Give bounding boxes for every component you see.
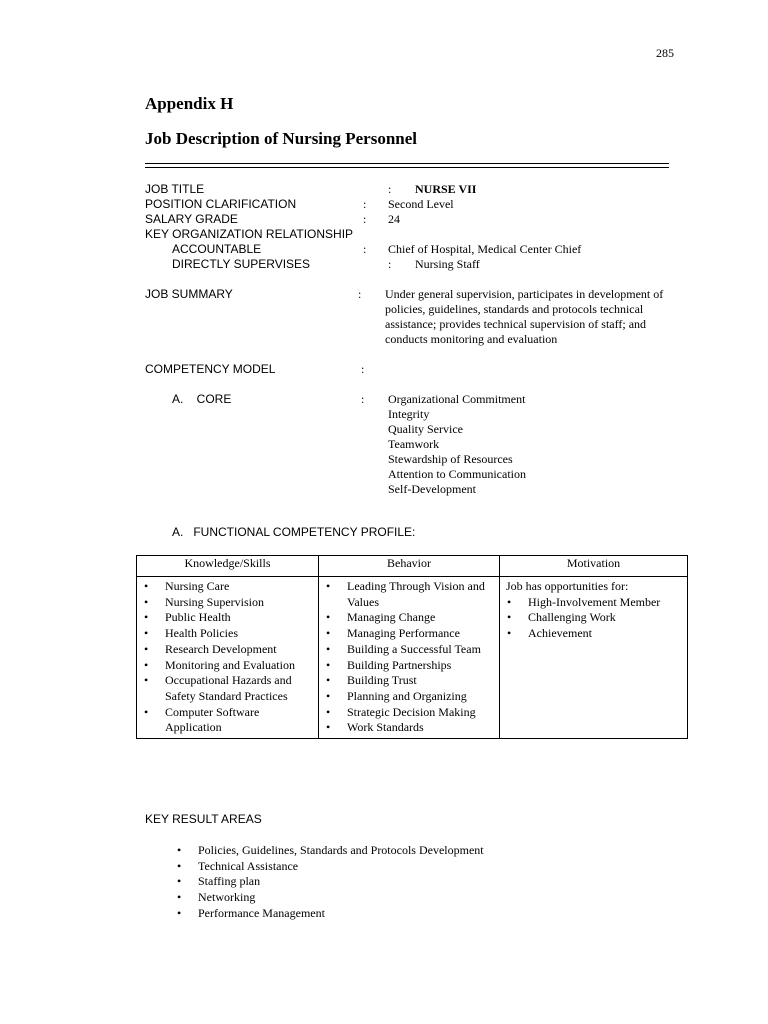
list-item: • Leading Through Vision and Values bbox=[325, 579, 497, 610]
accountable-value: Chief of Hospital, Medical Center Chief bbox=[388, 242, 582, 256]
functional-competency-table bbox=[136, 555, 688, 739]
job-title-value: NURSE VII bbox=[415, 182, 477, 196]
job-summary-line: policies, guidelines, standards and protocols technical bbox=[385, 302, 644, 316]
title-rule-top bbox=[145, 163, 669, 164]
core-item: Organizational Commitment bbox=[388, 392, 526, 406]
list-item: • Occupational Hazards and Safety Standard Practices bbox=[143, 673, 316, 704]
list-item: • Public Health bbox=[143, 610, 316, 626]
salary-grade-label: SALARY GRADE bbox=[145, 212, 238, 226]
document-title: Job Description of Nursing Personnel bbox=[145, 129, 417, 148]
behavior-list bbox=[325, 579, 497, 736]
directly-supervises-label: DIRECTLY SUPERVISES bbox=[172, 257, 311, 271]
list-item: • Managing Change bbox=[325, 610, 497, 626]
list-item: • Nursing Care bbox=[143, 579, 316, 595]
list-item: • Monitoring and Evaluation bbox=[143, 658, 316, 674]
salary-grade-row bbox=[145, 212, 685, 227]
title-rule-bottom bbox=[145, 167, 669, 168]
core-list bbox=[388, 392, 526, 497]
position-clarification-value: Second Level bbox=[388, 197, 454, 211]
table-header-row bbox=[137, 556, 688, 577]
salary-grade-colon: : bbox=[363, 212, 367, 226]
list-item: • Networking bbox=[176, 890, 484, 906]
job-summary-row bbox=[145, 287, 685, 347]
position-clarification-label: POSITION CLARIFICATION bbox=[145, 197, 297, 211]
header-knowledge: Knowledge/Skills bbox=[137, 556, 319, 577]
knowledge-cell bbox=[137, 577, 319, 739]
core-label: A. CORE bbox=[172, 392, 232, 406]
core-item: Integrity bbox=[388, 407, 430, 421]
list-item: • Work Standards bbox=[325, 720, 497, 736]
list-item: • Managing Performance bbox=[325, 626, 497, 642]
list-item: • Nursing Supervision bbox=[143, 595, 316, 611]
list-item: • Planning and Organizing bbox=[325, 689, 497, 705]
job-summary-text bbox=[385, 287, 663, 347]
appendix-heading: Appendix H bbox=[145, 94, 234, 113]
behavior-cell bbox=[319, 577, 500, 739]
job-title-colon: : bbox=[388, 182, 392, 196]
core-row bbox=[145, 392, 685, 498]
list-item: • Strategic Decision Making bbox=[325, 705, 497, 721]
list-item: • Building Partnerships bbox=[325, 658, 497, 674]
table-row bbox=[137, 577, 688, 739]
list-item: • Building Trust bbox=[325, 673, 497, 689]
core-colon: : bbox=[361, 392, 365, 406]
motivation-list bbox=[506, 595, 685, 642]
list-item: • Achievement bbox=[506, 626, 685, 642]
directly-supervises-value: Nursing Staff bbox=[415, 257, 480, 271]
header-motivation: Motivation bbox=[500, 556, 688, 577]
job-summary-line: assistance; provides technical supervision of staff; and bbox=[385, 317, 647, 331]
job-summary-line: conducts monitoring and evaluation bbox=[385, 332, 558, 346]
accountable-row bbox=[145, 242, 685, 257]
list-item: • Research Development bbox=[143, 642, 316, 658]
job-summary-line: Under general supervision, participates in development of bbox=[385, 287, 664, 301]
accountable-colon: : bbox=[363, 242, 367, 256]
list-item: • Challenging Work bbox=[506, 610, 685, 626]
key-org-relationship-label: KEY ORGANIZATION RELATIONSHIP bbox=[145, 227, 354, 241]
competency-model-label: COMPETENCY MODEL bbox=[145, 362, 276, 376]
core-item: Self-Development bbox=[388, 482, 476, 496]
directly-supervises-row bbox=[145, 257, 685, 272]
competency-model-colon: : bbox=[361, 362, 365, 376]
list-item: • Computer Software Application bbox=[143, 705, 316, 736]
directly-supervises-colon: : bbox=[388, 257, 392, 271]
salary-grade-value: 24 bbox=[388, 212, 400, 226]
job-summary-colon: : bbox=[358, 287, 362, 301]
knowledge-list bbox=[143, 579, 316, 736]
key-result-areas-list bbox=[176, 843, 484, 922]
job-title-label: JOB TITLE bbox=[145, 182, 205, 196]
key-result-areas-label: KEY RESULT AREAS bbox=[145, 812, 262, 826]
position-clarification-colon: : bbox=[363, 197, 367, 211]
list-item: • Performance Management bbox=[176, 906, 484, 922]
accountable-label: ACCOUNTABLE bbox=[172, 242, 262, 256]
job-title-row bbox=[145, 182, 685, 197]
functional-profile-label: A. FUNCTIONAL COMPETENCY PROFILE: bbox=[172, 525, 416, 539]
list-item: • Health Policies bbox=[143, 626, 316, 642]
core-item: Teamwork bbox=[388, 437, 440, 451]
list-item: • Staffing plan bbox=[176, 874, 484, 890]
motivation-intro: Job has opportunities for: bbox=[506, 579, 629, 593]
list-item: • Building a Successful Team bbox=[325, 642, 497, 658]
core-item: Stewardship of Resources bbox=[388, 452, 513, 466]
position-clarification-row bbox=[145, 197, 685, 212]
key-org-relationship-row bbox=[145, 227, 685, 242]
page-number: 285 bbox=[656, 46, 674, 60]
core-item: Attention to Communication bbox=[388, 467, 526, 481]
list-item: • Technical Assistance bbox=[176, 859, 484, 875]
competency-model-row bbox=[145, 362, 685, 377]
header-behavior: Behavior bbox=[319, 556, 500, 577]
motivation-cell bbox=[500, 577, 688, 739]
core-item: Quality Service bbox=[388, 422, 463, 436]
job-summary-label: JOB SUMMARY bbox=[145, 287, 233, 301]
list-item: • Policies, Guidelines, Standards and Protocols Development bbox=[176, 843, 484, 859]
list-item: • High-Involvement Member bbox=[506, 595, 685, 611]
